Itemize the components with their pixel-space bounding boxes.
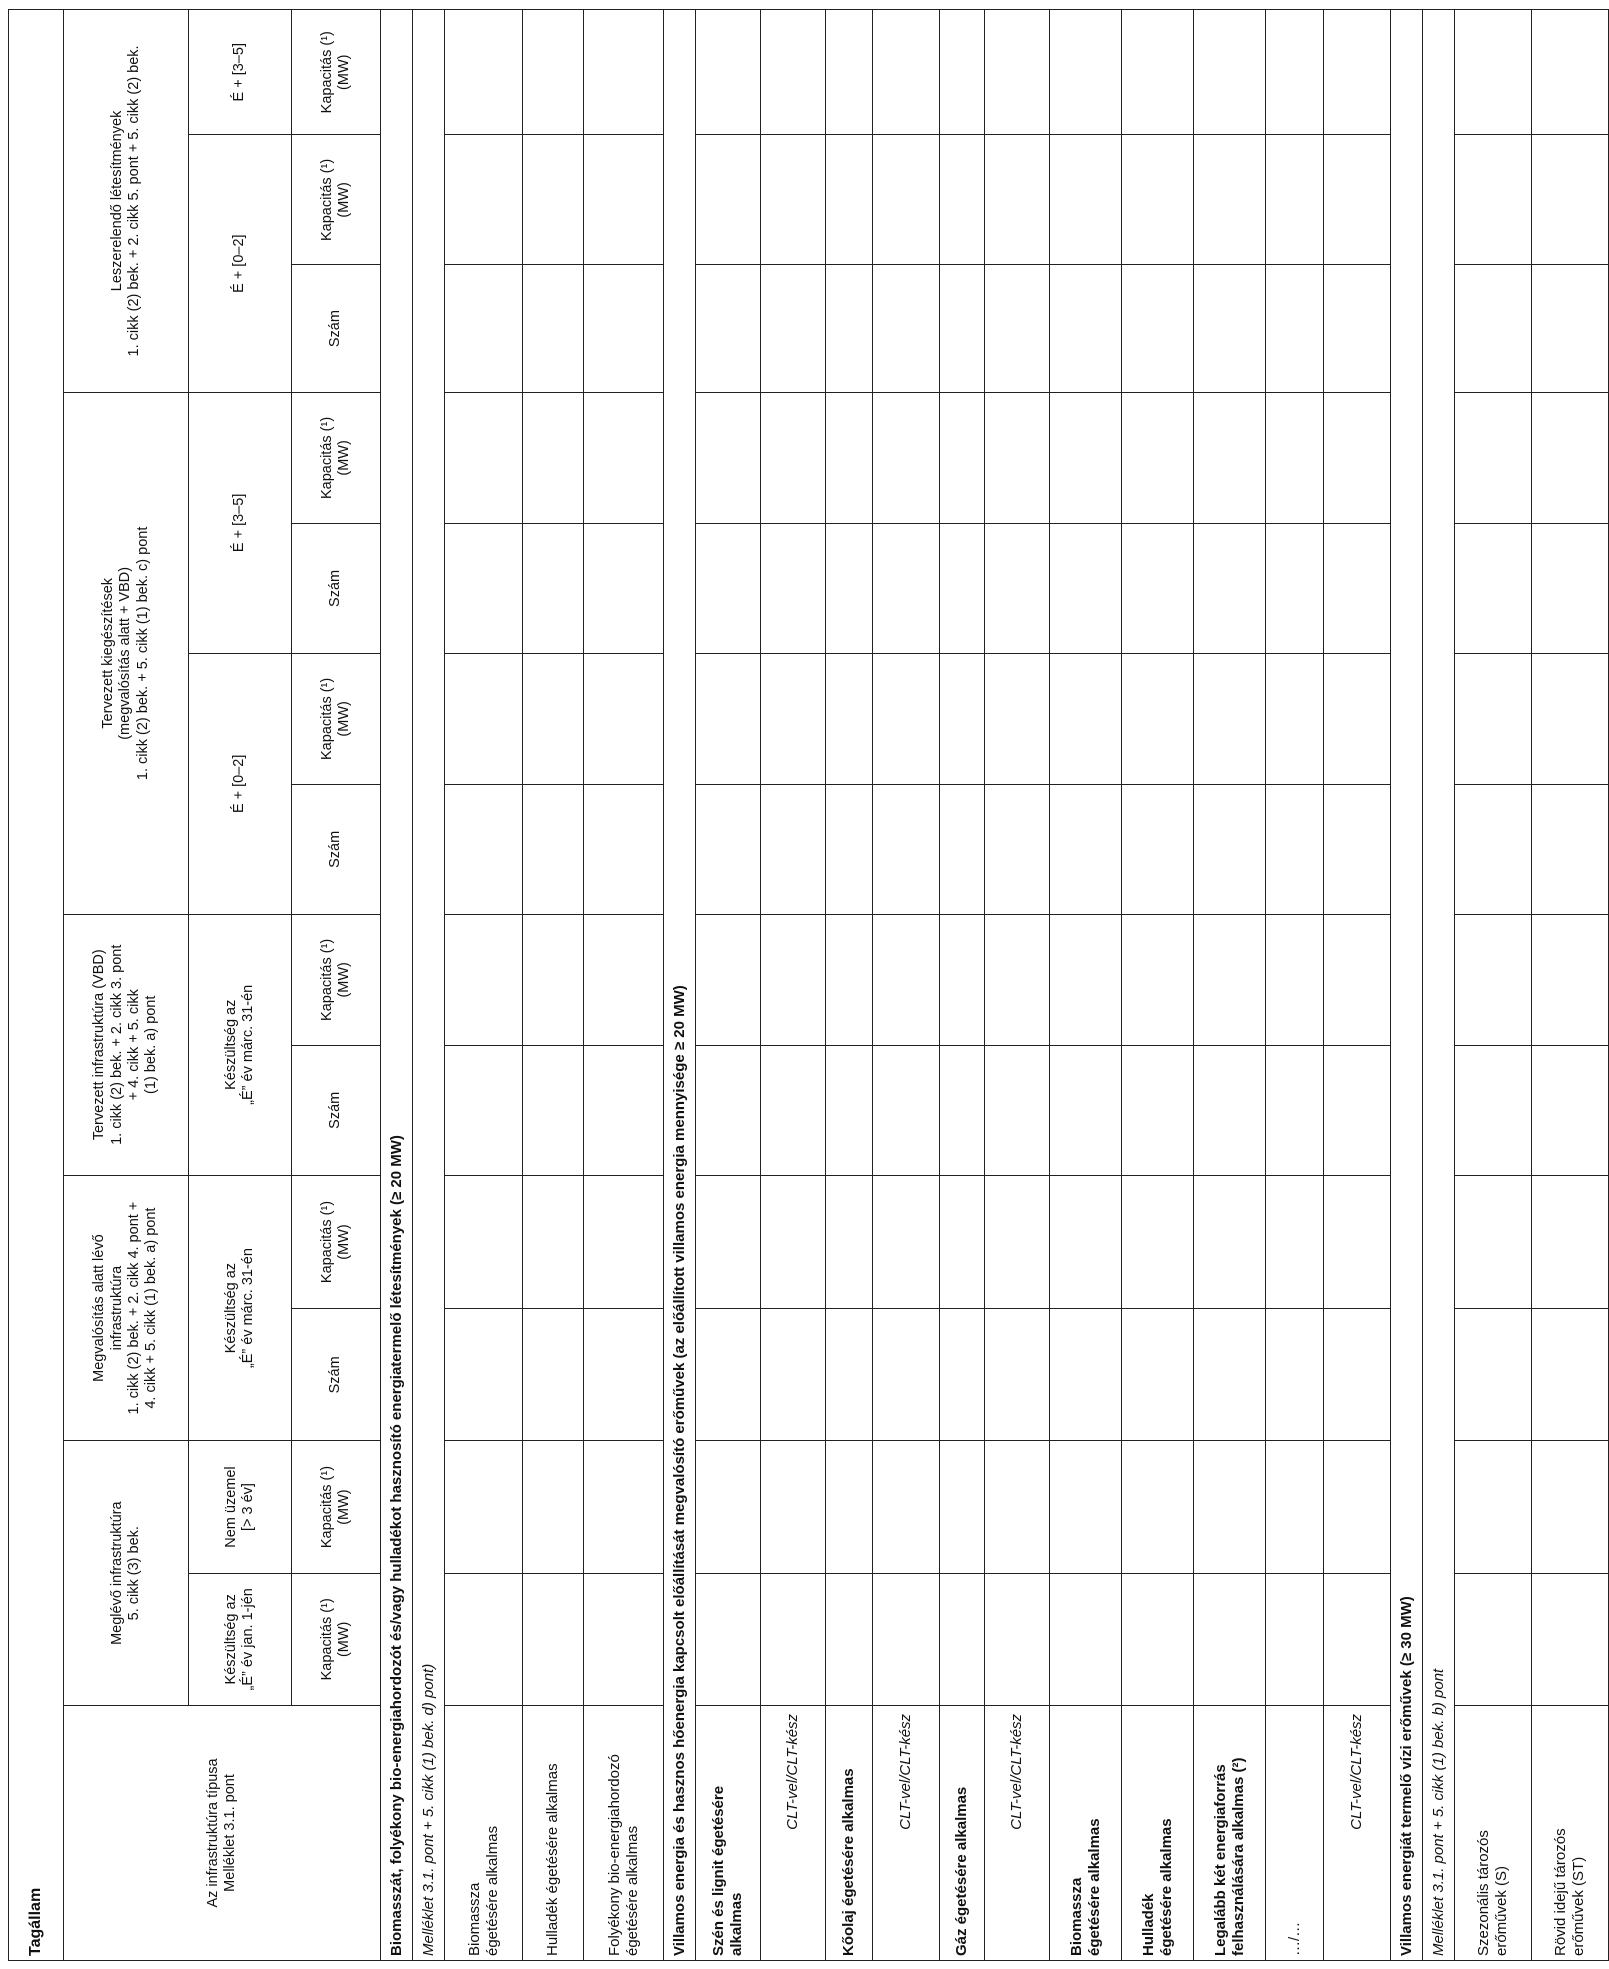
empty-cell bbox=[826, 10, 873, 135]
empty-cell bbox=[1532, 1175, 1609, 1308]
empty-cell bbox=[1194, 1045, 1266, 1175]
table-title: Tagállam bbox=[9, 10, 64, 1961]
empty-cell bbox=[826, 784, 873, 914]
empty-cell bbox=[1122, 1309, 1194, 1441]
empty-cell bbox=[873, 784, 940, 914]
empty-cell bbox=[1324, 1309, 1391, 1441]
empty-cell bbox=[1194, 10, 1266, 135]
empty-cell bbox=[940, 10, 985, 135]
empty-cell bbox=[1050, 1309, 1122, 1441]
empty-cell bbox=[873, 1573, 940, 1705]
empty-cell bbox=[445, 1573, 523, 1705]
empty-cell bbox=[940, 135, 985, 265]
empty-cell bbox=[873, 653, 940, 784]
col-number: Szám bbox=[292, 1309, 381, 1441]
empty-cell bbox=[1324, 1175, 1391, 1308]
empty-cell bbox=[1324, 10, 1391, 135]
empty-cell bbox=[696, 10, 761, 135]
empty-cell bbox=[1266, 914, 1324, 1045]
empty-cell bbox=[1532, 1573, 1609, 1705]
col-capacity: Kapacitás (¹) (MW) bbox=[292, 1441, 381, 1573]
decom-e02-header: É + [0–2] bbox=[189, 135, 292, 392]
empty-cell bbox=[584, 265, 664, 393]
empty-cell bbox=[1122, 1441, 1194, 1573]
empty-cell bbox=[1194, 265, 1266, 393]
empty-cell bbox=[1122, 523, 1194, 653]
row-label-chp-coal: Szén és lignit égetésére alkalmas bbox=[696, 1705, 761, 1960]
empty-cell bbox=[873, 10, 940, 135]
empty-cell bbox=[761, 523, 826, 653]
empty-cell bbox=[985, 1045, 1050, 1175]
infrastructure-type-header: Az infrastruktúra típusa Melléklet 3.1. pont bbox=[64, 1705, 381, 1960]
empty-cell bbox=[873, 1045, 940, 1175]
col-capacity: Kapacitás (¹) (MW) bbox=[292, 392, 381, 523]
empty-cell bbox=[761, 135, 826, 265]
empty-cell bbox=[523, 10, 584, 135]
empty-cell bbox=[523, 1309, 584, 1441]
col-number: Szám bbox=[292, 523, 381, 653]
empty-cell bbox=[1050, 1045, 1122, 1175]
empty-cell bbox=[1266, 1175, 1324, 1308]
empty-cell bbox=[1455, 135, 1532, 265]
empty-cell bbox=[1050, 653, 1122, 784]
empty-cell bbox=[1324, 392, 1391, 523]
empty-cell bbox=[761, 265, 826, 393]
empty-cell bbox=[940, 1441, 985, 1573]
empty-cell bbox=[1455, 1175, 1532, 1308]
empty-cell bbox=[761, 1045, 826, 1175]
col-capacity: Kapacitás (¹) (MW) bbox=[292, 1175, 381, 1308]
empty-cell bbox=[826, 265, 873, 393]
row-label-chp-oil: Kőolaj égetésére alkalmas bbox=[826, 1705, 873, 1960]
empty-cell bbox=[1532, 653, 1609, 784]
empty-cell bbox=[1266, 653, 1324, 784]
empty-cell bbox=[1532, 135, 1609, 265]
empty-cell bbox=[1324, 1441, 1391, 1573]
empty-cell bbox=[1266, 135, 1324, 265]
empty-cell bbox=[584, 1309, 664, 1441]
empty-cell bbox=[696, 1309, 761, 1441]
empty-cell bbox=[1194, 653, 1266, 784]
empty-cell bbox=[985, 784, 1050, 914]
empty-cell bbox=[1194, 1441, 1266, 1573]
empty-cell bbox=[873, 265, 940, 393]
empty-cell bbox=[985, 1441, 1050, 1573]
row-label-ccs: CLT-vel/CLT-kész bbox=[1324, 1705, 1391, 1960]
empty-cell bbox=[696, 392, 761, 523]
empty-cell bbox=[445, 135, 523, 265]
existing-infrastructure-header: Meglévő infrastruktúra 5. cikk (3) bek. bbox=[64, 1441, 189, 1706]
empty-cell bbox=[523, 392, 584, 523]
empty-cell bbox=[985, 135, 1050, 265]
empty-cell bbox=[940, 1309, 985, 1441]
col-capacity: Kapacitás (¹) (MW) bbox=[292, 914, 381, 1045]
empty-cell bbox=[584, 523, 664, 653]
empty-cell bbox=[1266, 265, 1324, 393]
empty-cell bbox=[1050, 135, 1122, 265]
empty-cell bbox=[985, 653, 1050, 784]
empty-cell bbox=[940, 1175, 985, 1308]
empty-cell bbox=[761, 1573, 826, 1705]
empty-cell bbox=[523, 784, 584, 914]
empty-cell bbox=[1324, 135, 1391, 265]
empty-cell bbox=[940, 1045, 985, 1175]
empty-cell bbox=[940, 392, 985, 523]
existing-ready-header: Készültség az „É” év jan. 1-jén bbox=[189, 1573, 292, 1705]
empty-cell bbox=[1455, 10, 1532, 135]
empty-cell bbox=[1050, 1573, 1122, 1705]
col-capacity: Kapacitás (¹) (MW) bbox=[292, 135, 381, 265]
empty-cell bbox=[1455, 392, 1532, 523]
empty-cell bbox=[1455, 784, 1532, 914]
empty-cell bbox=[584, 1045, 664, 1175]
empty-cell bbox=[1050, 523, 1122, 653]
empty-cell bbox=[985, 523, 1050, 653]
empty-cell bbox=[696, 1573, 761, 1705]
empty-cell bbox=[523, 653, 584, 784]
additions-e02-header: É + [0–2] bbox=[189, 653, 292, 914]
row-label-chp-gas: Gáz égetésére alkalmas bbox=[940, 1705, 985, 1960]
empty-cell bbox=[985, 1175, 1050, 1308]
empty-cell bbox=[761, 10, 826, 135]
empty-cell bbox=[1455, 265, 1532, 393]
empty-cell bbox=[873, 392, 940, 523]
empty-cell bbox=[1122, 784, 1194, 914]
empty-cell bbox=[696, 265, 761, 393]
empty-cell bbox=[1455, 523, 1532, 653]
empty-cell bbox=[1194, 523, 1266, 653]
decommission-header: Leszerelendő létesítmények 1. cikk (2) bek. + 2. cikk 5. pont + 5. cikk (2) bek. bbox=[64, 10, 189, 393]
empty-cell bbox=[1266, 1309, 1324, 1441]
empty-cell bbox=[445, 392, 523, 523]
empty-cell bbox=[523, 1175, 584, 1308]
empty-cell bbox=[985, 265, 1050, 393]
empty-cell bbox=[985, 1309, 1050, 1441]
empty-cell bbox=[761, 1175, 826, 1308]
empty-cell bbox=[696, 653, 761, 784]
empty-cell bbox=[1194, 1573, 1266, 1705]
col-capacity: Kapacitás (¹) (MW) bbox=[292, 1573, 381, 1705]
empty-cell bbox=[761, 1441, 826, 1573]
empty-cell bbox=[1050, 784, 1122, 914]
section-title-hydro: Villamos energiát termelő vízi erőművek (≥ 30 MW) bbox=[1391, 10, 1423, 1961]
empty-cell bbox=[523, 1573, 584, 1705]
empty-cell bbox=[940, 784, 985, 914]
empty-cell bbox=[445, 523, 523, 653]
empty-cell bbox=[584, 1573, 664, 1705]
empty-cell bbox=[826, 1573, 873, 1705]
section-title-bio: Biomasszát, folyékony bio-energiahordozót és/vagy hulladékot hasznosító energiatermelő létesítmények (≥ 20 MW) bbox=[381, 10, 413, 1961]
empty-cell bbox=[445, 265, 523, 393]
empty-cell bbox=[523, 1045, 584, 1175]
empty-cell bbox=[1266, 392, 1324, 523]
row-label-hydro-seasonal: Szezonális tározós erőművek (S) bbox=[1455, 1705, 1532, 1960]
empty-cell bbox=[1324, 1045, 1391, 1175]
row-label-ccs: CLT-vel/CLT-kész bbox=[761, 1705, 826, 1960]
empty-cell bbox=[985, 10, 1050, 135]
empty-cell bbox=[445, 1309, 523, 1441]
existing-not-operating-header: Nem üzemel [> 3 év] bbox=[189, 1441, 292, 1573]
empty-cell bbox=[523, 523, 584, 653]
empty-cell bbox=[445, 10, 523, 135]
empty-cell bbox=[696, 914, 761, 1045]
empty-cell bbox=[523, 1441, 584, 1573]
empty-cell bbox=[1122, 392, 1194, 523]
empty-cell bbox=[826, 653, 873, 784]
empty-cell bbox=[940, 523, 985, 653]
row-label-ccs: CLT-vel/CLT-kész bbox=[985, 1705, 1050, 1960]
empty-cell bbox=[1324, 265, 1391, 393]
empty-cell bbox=[1194, 914, 1266, 1045]
empty-cell bbox=[1266, 784, 1324, 914]
section-ref-hydro: Melléklet 3.1. pont + 5. cikk (1) bek. b) pont bbox=[1423, 10, 1455, 1961]
additions-e35-header: É + [3–5] bbox=[189, 392, 292, 653]
empty-cell bbox=[445, 1175, 523, 1308]
col-number: Szám bbox=[292, 265, 381, 393]
empty-cell bbox=[445, 1045, 523, 1175]
empty-cell bbox=[1455, 1441, 1532, 1573]
empty-cell bbox=[584, 653, 664, 784]
empty-cell bbox=[1532, 392, 1609, 523]
empty-cell bbox=[1122, 1573, 1194, 1705]
empty-cell bbox=[1532, 10, 1609, 135]
empty-cell bbox=[873, 914, 940, 1045]
empty-cell bbox=[1050, 1175, 1122, 1308]
row-label-ccs: CLT-vel/CLT-kész bbox=[873, 1705, 940, 1960]
empty-cell bbox=[1324, 653, 1391, 784]
empty-cell bbox=[696, 135, 761, 265]
empty-cell bbox=[1266, 1441, 1324, 1573]
empty-cell bbox=[1122, 653, 1194, 784]
empty-cell bbox=[1532, 1309, 1609, 1441]
empty-cell bbox=[1194, 135, 1266, 265]
planned-ready-header: Készültség az „É” év márc. 31-én bbox=[189, 914, 292, 1175]
empty-cell bbox=[584, 135, 664, 265]
section-title-chp: Villamos energia és hasznos hőenergia kapcsolt előállítását megvalósító erőművek (az előállított villamos energia mennyisége ≥ 20 MW) bbox=[664, 10, 696, 1961]
empty-cell bbox=[761, 914, 826, 1045]
empty-cell bbox=[1324, 523, 1391, 653]
empty-cell bbox=[826, 135, 873, 265]
empty-cell bbox=[523, 265, 584, 393]
under-construction-header: Megvalósítás alatt lévő infrastruktúra 1. cikk (2) bek. + 2. cikk 4. pont + 4. cikk + 5. cikk (1) bek. a) pont bbox=[64, 1175, 189, 1441]
empty-cell bbox=[1532, 1045, 1609, 1175]
empty-cell bbox=[1194, 1309, 1266, 1441]
empty-cell bbox=[1324, 784, 1391, 914]
empty-cell bbox=[696, 1045, 761, 1175]
empty-cell bbox=[696, 1175, 761, 1308]
empty-cell bbox=[584, 914, 664, 1045]
empty-cell bbox=[1266, 1573, 1324, 1705]
empty-cell bbox=[1324, 914, 1391, 1045]
empty-cell bbox=[761, 1309, 826, 1441]
empty-cell bbox=[761, 653, 826, 784]
empty-cell bbox=[761, 784, 826, 914]
empty-cell bbox=[873, 523, 940, 653]
empty-cell bbox=[696, 523, 761, 653]
empty-cell bbox=[1194, 1175, 1266, 1308]
empty-cell bbox=[1266, 523, 1324, 653]
empty-cell bbox=[1122, 265, 1194, 393]
empty-cell bbox=[1532, 784, 1609, 914]
empty-cell bbox=[1532, 265, 1609, 393]
empty-cell bbox=[873, 1175, 940, 1308]
empty-cell bbox=[1266, 10, 1324, 135]
row-label-chp-etc: …/… bbox=[1266, 1705, 1324, 1960]
empty-cell bbox=[696, 1441, 761, 1573]
empty-cell bbox=[1455, 1573, 1532, 1705]
empty-cell bbox=[584, 784, 664, 914]
empty-cell bbox=[1122, 1175, 1194, 1308]
empty-cell bbox=[1324, 1573, 1391, 1705]
empty-cell bbox=[445, 784, 523, 914]
empty-cell bbox=[584, 10, 664, 135]
empty-cell bbox=[696, 784, 761, 914]
empty-cell bbox=[1050, 1441, 1122, 1573]
empty-cell bbox=[826, 1175, 873, 1308]
empty-cell bbox=[1050, 392, 1122, 523]
empty-cell bbox=[940, 265, 985, 393]
empty-cell bbox=[584, 392, 664, 523]
empty-cell bbox=[1050, 914, 1122, 1045]
empty-cell bbox=[985, 392, 1050, 523]
empty-cell bbox=[1266, 1045, 1324, 1175]
infrastructure-table bbox=[8, 9, 1609, 1961]
empty-cell bbox=[523, 135, 584, 265]
empty-cell bbox=[445, 1441, 523, 1573]
empty-cell bbox=[445, 914, 523, 1045]
empty-cell bbox=[1532, 914, 1609, 1045]
col-capacity: Kapacitás (¹) (MW) bbox=[292, 10, 381, 135]
empty-cell bbox=[1122, 1045, 1194, 1175]
empty-cell bbox=[584, 1441, 664, 1573]
empty-cell bbox=[1532, 1441, 1609, 1573]
row-label-bio-liquid: Folyékony bio-energiahordozó égetésére alkalmas bbox=[584, 1705, 664, 1960]
empty-cell bbox=[523, 914, 584, 1045]
planned-infrastructure-header: Tervezett infrastruktúra (VBD) 1. cikk (2) bek. + 2. cikk 3. pont + 4. cikk + 5. cikk (1) bek. a) pont bbox=[64, 914, 189, 1175]
section-ref-bio: Melléklet 3.1. pont + 5. cikk (1) bek. d) pont) bbox=[413, 10, 445, 1961]
empty-cell bbox=[940, 653, 985, 784]
row-label-bio-waste: Hulladék égetésére alkalmas bbox=[523, 1705, 584, 1960]
col-number: Szám bbox=[292, 784, 381, 914]
empty-cell bbox=[1194, 392, 1266, 523]
empty-cell bbox=[1455, 1309, 1532, 1441]
empty-cell bbox=[873, 1309, 940, 1441]
empty-cell bbox=[445, 653, 523, 784]
col-capacity: Kapacitás (¹) (MW) bbox=[292, 653, 381, 784]
construction-ready-header: Készültség az „É” év márc. 31-én bbox=[189, 1175, 292, 1441]
empty-cell bbox=[873, 135, 940, 265]
empty-cell bbox=[873, 1441, 940, 1573]
empty-cell bbox=[1050, 10, 1122, 135]
row-label-bio-biomass: Biomassza égetésére alkalmas bbox=[445, 1705, 523, 1960]
empty-cell bbox=[826, 523, 873, 653]
empty-cell bbox=[761, 392, 826, 523]
empty-cell bbox=[985, 914, 1050, 1045]
empty-cell bbox=[1532, 523, 1609, 653]
empty-cell bbox=[985, 1573, 1050, 1705]
empty-cell bbox=[1455, 1045, 1532, 1175]
row-label-chp-two-sources: Legalább két energiaforrás felhasználására alkalmas (²) bbox=[1194, 1705, 1266, 1960]
empty-cell bbox=[826, 1309, 873, 1441]
empty-cell bbox=[1050, 265, 1122, 393]
empty-cell bbox=[1122, 914, 1194, 1045]
empty-cell bbox=[826, 392, 873, 523]
empty-cell bbox=[1122, 135, 1194, 265]
row-label-hydro-short: Rövid idejű tározós erőművek (ST) bbox=[1532, 1705, 1609, 1960]
decom-e35-header: É + [3–5] bbox=[189, 10, 292, 135]
empty-cell bbox=[1194, 784, 1266, 914]
empty-cell bbox=[1455, 914, 1532, 1045]
empty-cell bbox=[826, 914, 873, 1045]
row-label-chp-waste: Hulladék égetésére alkalmas bbox=[1122, 1705, 1194, 1960]
empty-cell bbox=[826, 1045, 873, 1175]
empty-cell bbox=[940, 914, 985, 1045]
row-label-chp-biomass: Biomassza égetésére alkalmas bbox=[1050, 1705, 1122, 1960]
empty-cell bbox=[940, 1573, 985, 1705]
empty-cell bbox=[1122, 10, 1194, 135]
empty-cell bbox=[584, 1175, 664, 1308]
planned-additions-header: Tervezett kiegészítések (megvalósítás alatt + VBD) 1. cikk (2) bek. + 5. cikk (1) bek. c) pont bbox=[64, 392, 189, 914]
empty-cell bbox=[1455, 653, 1532, 784]
col-number: Szám bbox=[292, 1045, 381, 1175]
empty-cell bbox=[826, 1441, 873, 1573]
